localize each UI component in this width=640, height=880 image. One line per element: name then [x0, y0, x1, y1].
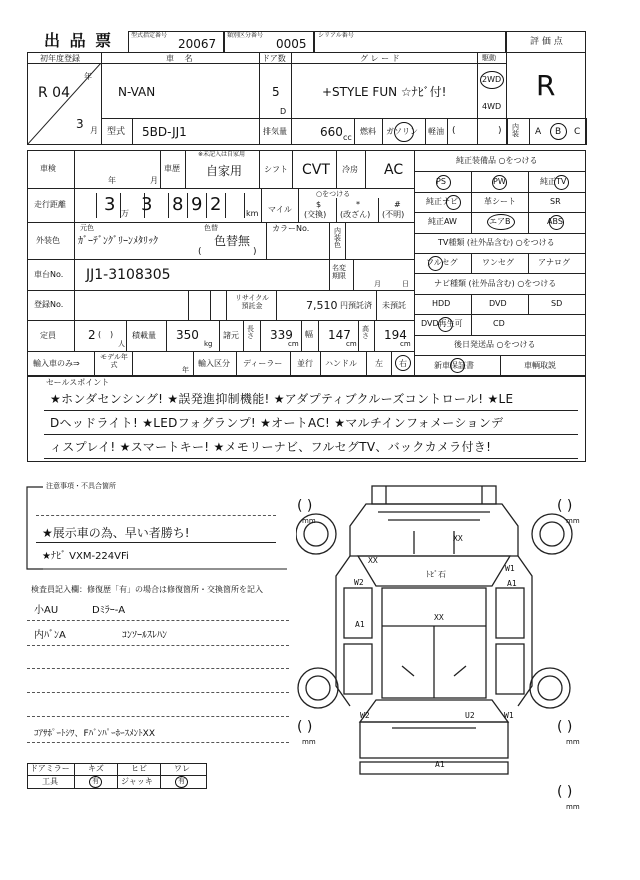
height-label: 高さ [362, 325, 369, 340]
history-value: 自家用 [206, 164, 243, 178]
tread-bracket-fl: ( ) [297, 498, 313, 514]
capacity-value: 2 [88, 328, 96, 342]
equip-airbag: エアB [489, 217, 511, 226]
tv-oneseg: ワンセグ [482, 258, 514, 267]
navi-dvd-play-circle [438, 317, 453, 332]
shaken-year-unit: 年 [108, 176, 116, 185]
exterior-label: 外装色 [36, 236, 60, 245]
repaint-close: ) [253, 247, 257, 257]
tools-jack-value: 有 [178, 777, 185, 785]
docs-header: 後日発送品 ○をつける [454, 340, 536, 349]
navi-header: ナビ種類 (社外品含む) ○をつける [434, 279, 557, 288]
load-value: 350 [176, 328, 199, 342]
sales-point-line-3: ィスプレイ! ★スマートキー! ★メモリーナビ、フルセグTV、バックカメラ付き! [50, 440, 492, 454]
equip-abs: ABS [547, 217, 563, 226]
original-color-value: ｶﾞｰﾃﾞﾝｸﾞﾘｰﾝﾒﾀﾘｯｸ [78, 236, 158, 247]
handle-label: ハンドル [325, 359, 357, 368]
tread-bracket-fr: ( ) [557, 498, 573, 514]
sales-points-label: セールスポイント [46, 378, 110, 387]
mark-w1-1: W1 [505, 564, 515, 573]
mark-xx-3: XX [434, 613, 444, 622]
equip-navi: 純正ナビ [426, 197, 458, 206]
fuel-open: ( [452, 126, 456, 136]
tools-h-scratch: キズ [88, 764, 104, 773]
interior-c: C [574, 127, 581, 137]
tread-mm-rl: mm [302, 738, 316, 746]
original-color-label: 元色 [80, 224, 94, 232]
fuel-gasoline-circle [394, 122, 414, 142]
star-sub: (改ざん) [340, 210, 371, 219]
tools-jack-label: ジャッキ [121, 777, 153, 786]
recycle-label: リサイクル預託金 [234, 294, 270, 311]
name-change-label: 名変期限 [332, 264, 346, 281]
mileage-digit-2: 3 [141, 194, 153, 215]
capacity-label: 定員 [40, 331, 56, 340]
sales-point-line-2: Dヘッドライト! ★LEDフォグランプ! ★オートAC! ★マルチインフォメーションデ [50, 416, 504, 430]
drive-2wd: 2WD [482, 75, 502, 84]
equip-tv-circle [554, 175, 569, 190]
equip-leather: 革シート [484, 197, 516, 206]
repaint-value: 色替無 [214, 234, 251, 248]
dollar-label: $ [316, 200, 322, 209]
tools-tool-label: 工具 [42, 777, 58, 786]
equipment-header: 純正装備品 ○をつける [456, 156, 538, 165]
model-type-label: 型式 [107, 127, 126, 137]
handle-left: 左 [375, 359, 383, 368]
tools-tool-value: 有 [92, 777, 99, 785]
first-reg-month-unit: 月 [90, 126, 98, 135]
chassis-value: JJ1-3108305 [86, 267, 171, 283]
equip-ps-circle [436, 175, 451, 190]
doors-sub: D [280, 107, 287, 116]
handle-right: 右 [399, 359, 407, 368]
dollar-sub: (交換) [304, 210, 327, 219]
equip-ps: PS [436, 177, 446, 186]
interior-a: A [535, 127, 542, 137]
history-label: 車歴 [164, 164, 180, 173]
model-year-suffix: 年 [182, 366, 189, 374]
name-change-month: 月 [374, 280, 381, 288]
interior-b-circle [550, 123, 567, 140]
mark-a1-1: A1 [507, 579, 517, 588]
docs-warranty-circle [450, 358, 465, 373]
name-change-day: 日 [402, 280, 409, 288]
tread-mm-fl: mm [302, 517, 316, 525]
cooler-value: AC [384, 162, 404, 178]
mark-a1-2: A1 [355, 620, 365, 629]
doors-label: ドア数 [262, 54, 286, 63]
capacity-unit: 人 [118, 340, 125, 348]
navi-cd: CD [493, 319, 505, 328]
shift-label: シフト [264, 165, 288, 174]
color-no-label: カラーNo. [272, 224, 310, 233]
capacity-paren-close: ) [110, 330, 114, 339]
fuel-close: ) [498, 126, 502, 136]
equip-airbag-circle [487, 214, 515, 230]
category-value: 0005 [276, 37, 307, 51]
mile-label: マイル [268, 205, 292, 214]
interior-b: B [555, 127, 562, 137]
height-unit: cm [400, 340, 411, 348]
score-label: 評 価 点 [530, 37, 563, 47]
navi-dvd-play: DVD再生可 [421, 319, 463, 328]
docs-warranty: 新車保証書 [434, 361, 474, 370]
displacement-label: 排気量 [263, 127, 287, 136]
equip-pw-circle [492, 175, 507, 190]
docs-manual: 車輌取説 [524, 361, 556, 370]
car-damage-diagram [296, 476, 596, 816]
first-reg-month: 3 [76, 117, 84, 131]
mark-w2-2: W2 [360, 711, 370, 720]
first-reg-era: R 04 [38, 85, 70, 101]
equip-navi-circle [446, 195, 461, 210]
repaint-label: 色替 [204, 224, 218, 232]
sales-point-line-1: ★ホンダセンシング! ★誤発進抑制機能! ★アダプティブクルーズコントロール! ★LE [50, 392, 514, 406]
equip-pw: PW [493, 177, 506, 186]
mark-a1-3: A1 [435, 760, 445, 769]
mark-w2-1: W2 [354, 578, 364, 587]
inspector-line-5a: ｺｱｻﾎﾟｰﾄｼﾜ、FﾊﾞﾝﾊﾟｰﾎｰｽﾒﾝﾄXX [34, 729, 156, 739]
import-dealer: ディーラー [243, 359, 283, 368]
tools-jack-circle [175, 776, 188, 788]
mileage-digit-5: 2 [210, 194, 222, 215]
equip-sr: SR [550, 197, 561, 206]
fuel-diesel: 軽油 [428, 127, 444, 136]
mileage-man-unit: 万 [121, 209, 129, 218]
tread-bracket-rr: ( ) [557, 719, 573, 735]
star-label: * [356, 200, 360, 209]
mark-w1-2: W1 [504, 711, 514, 720]
tread-bracket-rl: ( ) [297, 719, 313, 735]
chassis-label: 車台No. [34, 270, 64, 279]
import-type-label: 輸入区分 [198, 359, 230, 368]
model-designation-value: 20067 [178, 37, 217, 51]
tv-fullseg: フルセグ [426, 258, 458, 267]
inspector-label: 検査員記入欄：修復歴「有」の場合は修復箇所・交換箇所を記入 [31, 585, 263, 594]
category-label: 類別区分番号 [227, 32, 264, 39]
capacity-paren-open: ( [98, 330, 102, 339]
import-parallel: 並行 [297, 359, 313, 368]
displacement-unit: cc [343, 133, 352, 142]
mileage-km-unit: km [246, 209, 259, 218]
car-name-value: N-VAN [118, 85, 156, 99]
equip-aw: 純正AW [428, 217, 457, 226]
page-title: 出 品 票 [44, 31, 114, 50]
navi-sd: SD [551, 299, 563, 308]
car-name-label: 車 名 [166, 54, 197, 63]
mileage-digit-3: 8 [172, 194, 184, 215]
notes-line-1: ★展示車の為、早い者勝ち! [42, 526, 190, 540]
displacement-value: 660 [320, 125, 343, 139]
recycle-unit: 円預託済 [340, 301, 372, 310]
repaint-open: ( [198, 247, 202, 257]
tools-h-mirror: ドアミラー [30, 764, 70, 773]
tv-header: TV種類 (社外品含む) ○をつける [438, 238, 555, 247]
grade-value: +STYLE FUN ☆ﾅﾋﾞ付! [322, 85, 447, 99]
mark-u2: U2 [465, 711, 475, 720]
shaken-label: 車検 [40, 164, 56, 173]
fuel-label: 燃料 [360, 127, 376, 136]
tv-analog: アナログ [538, 258, 570, 267]
hash-label: # [394, 200, 401, 209]
drive-4wd: 4WD [482, 102, 502, 111]
reg-label: 登録No. [34, 300, 64, 309]
model-year-label: モデル年式 [100, 353, 128, 369]
mileage-digit-1: 3 [104, 194, 116, 215]
tread-mm-rr: mm [566, 738, 580, 746]
tread-mm-fr: mm [566, 517, 580, 525]
doors-value: 5 [272, 85, 280, 99]
recycle-status: 未預託 [382, 301, 406, 310]
first-reg-label: 初年度登録 [40, 54, 80, 63]
tools-tool-circle [89, 776, 102, 788]
model-designation-label: 型式指定番号 [131, 32, 168, 39]
notes-label: 注意事項・不具合箇所 [46, 482, 116, 490]
navi-hdd: HDD [432, 299, 451, 308]
handle-right-circle [395, 355, 411, 371]
inspector-line-2b: ｺﾝｿｰﾙｽﾚﾊﾝ [122, 630, 167, 641]
hash-sub: (不明) [382, 210, 405, 219]
cooler-label: 冷房 [342, 165, 358, 174]
length-unit: cm [288, 340, 299, 348]
mark-xx-2: XX [368, 556, 378, 565]
first-reg-year-unit: 年 [84, 72, 92, 81]
load-label: 積載量 [132, 331, 156, 340]
drive-label: 駆動 [482, 54, 496, 62]
fuel-gasoline: ガソリン [386, 127, 418, 136]
circle-note: ○をつける [316, 190, 351, 198]
tools-h-break: ワレ [174, 764, 190, 773]
load-unit: kg [204, 340, 213, 348]
tread-bracket-spare: ( ) [557, 784, 573, 800]
grade-label: グ レ ー ド [360, 54, 400, 63]
import-label: 輸入車のみ⇒ [33, 359, 80, 368]
score-value: R [536, 69, 556, 102]
shaken-month-unit: 月 [150, 176, 158, 185]
width-label: 幅 [305, 330, 313, 339]
recycle-value: 7,510 [306, 299, 338, 312]
dim-label: 諸元 [223, 331, 239, 340]
interior-color-label: 内装色 [334, 227, 341, 249]
mileage-digit-4: 9 [191, 194, 203, 215]
inspector-line-1a: 小AU [34, 605, 59, 616]
length-label: 長さ [247, 325, 254, 340]
mark-xx-1: XX [453, 534, 463, 543]
model-type-value: 5BD-JJ1 [142, 125, 187, 139]
width-value: 147 [328, 328, 351, 342]
interior-label: 内装 [512, 123, 519, 138]
drive-2wd-circle [480, 71, 504, 89]
shift-value: CVT [302, 162, 330, 178]
history-note: ※未記入は自家用 [198, 151, 246, 158]
width-unit: cm [346, 340, 357, 348]
serial-label: シリアル番号 [318, 32, 354, 39]
height-value: 194 [384, 328, 407, 342]
mark-tobiishi: ﾄﾋﾞ石 [426, 570, 446, 579]
notes-line-2: ★ﾅﾋﾞ VXM-224VFi [42, 551, 129, 562]
tools-h-crack: ヒビ [131, 764, 147, 773]
inspector-line-2a: 内ﾊﾞﾝA [34, 630, 66, 641]
mileage-label: 走行距離 [34, 200, 66, 209]
navi-dvd: DVD [489, 299, 507, 308]
equip-abs-circle [549, 215, 564, 230]
tv-fullseg-circle [428, 256, 443, 271]
length-value: 339 [270, 328, 293, 342]
equip-tv: 純正TV [540, 177, 567, 186]
tread-mm-spare: mm [566, 803, 580, 811]
inspector-line-1b: Dﾐﾗｰ-A [92, 605, 126, 616]
